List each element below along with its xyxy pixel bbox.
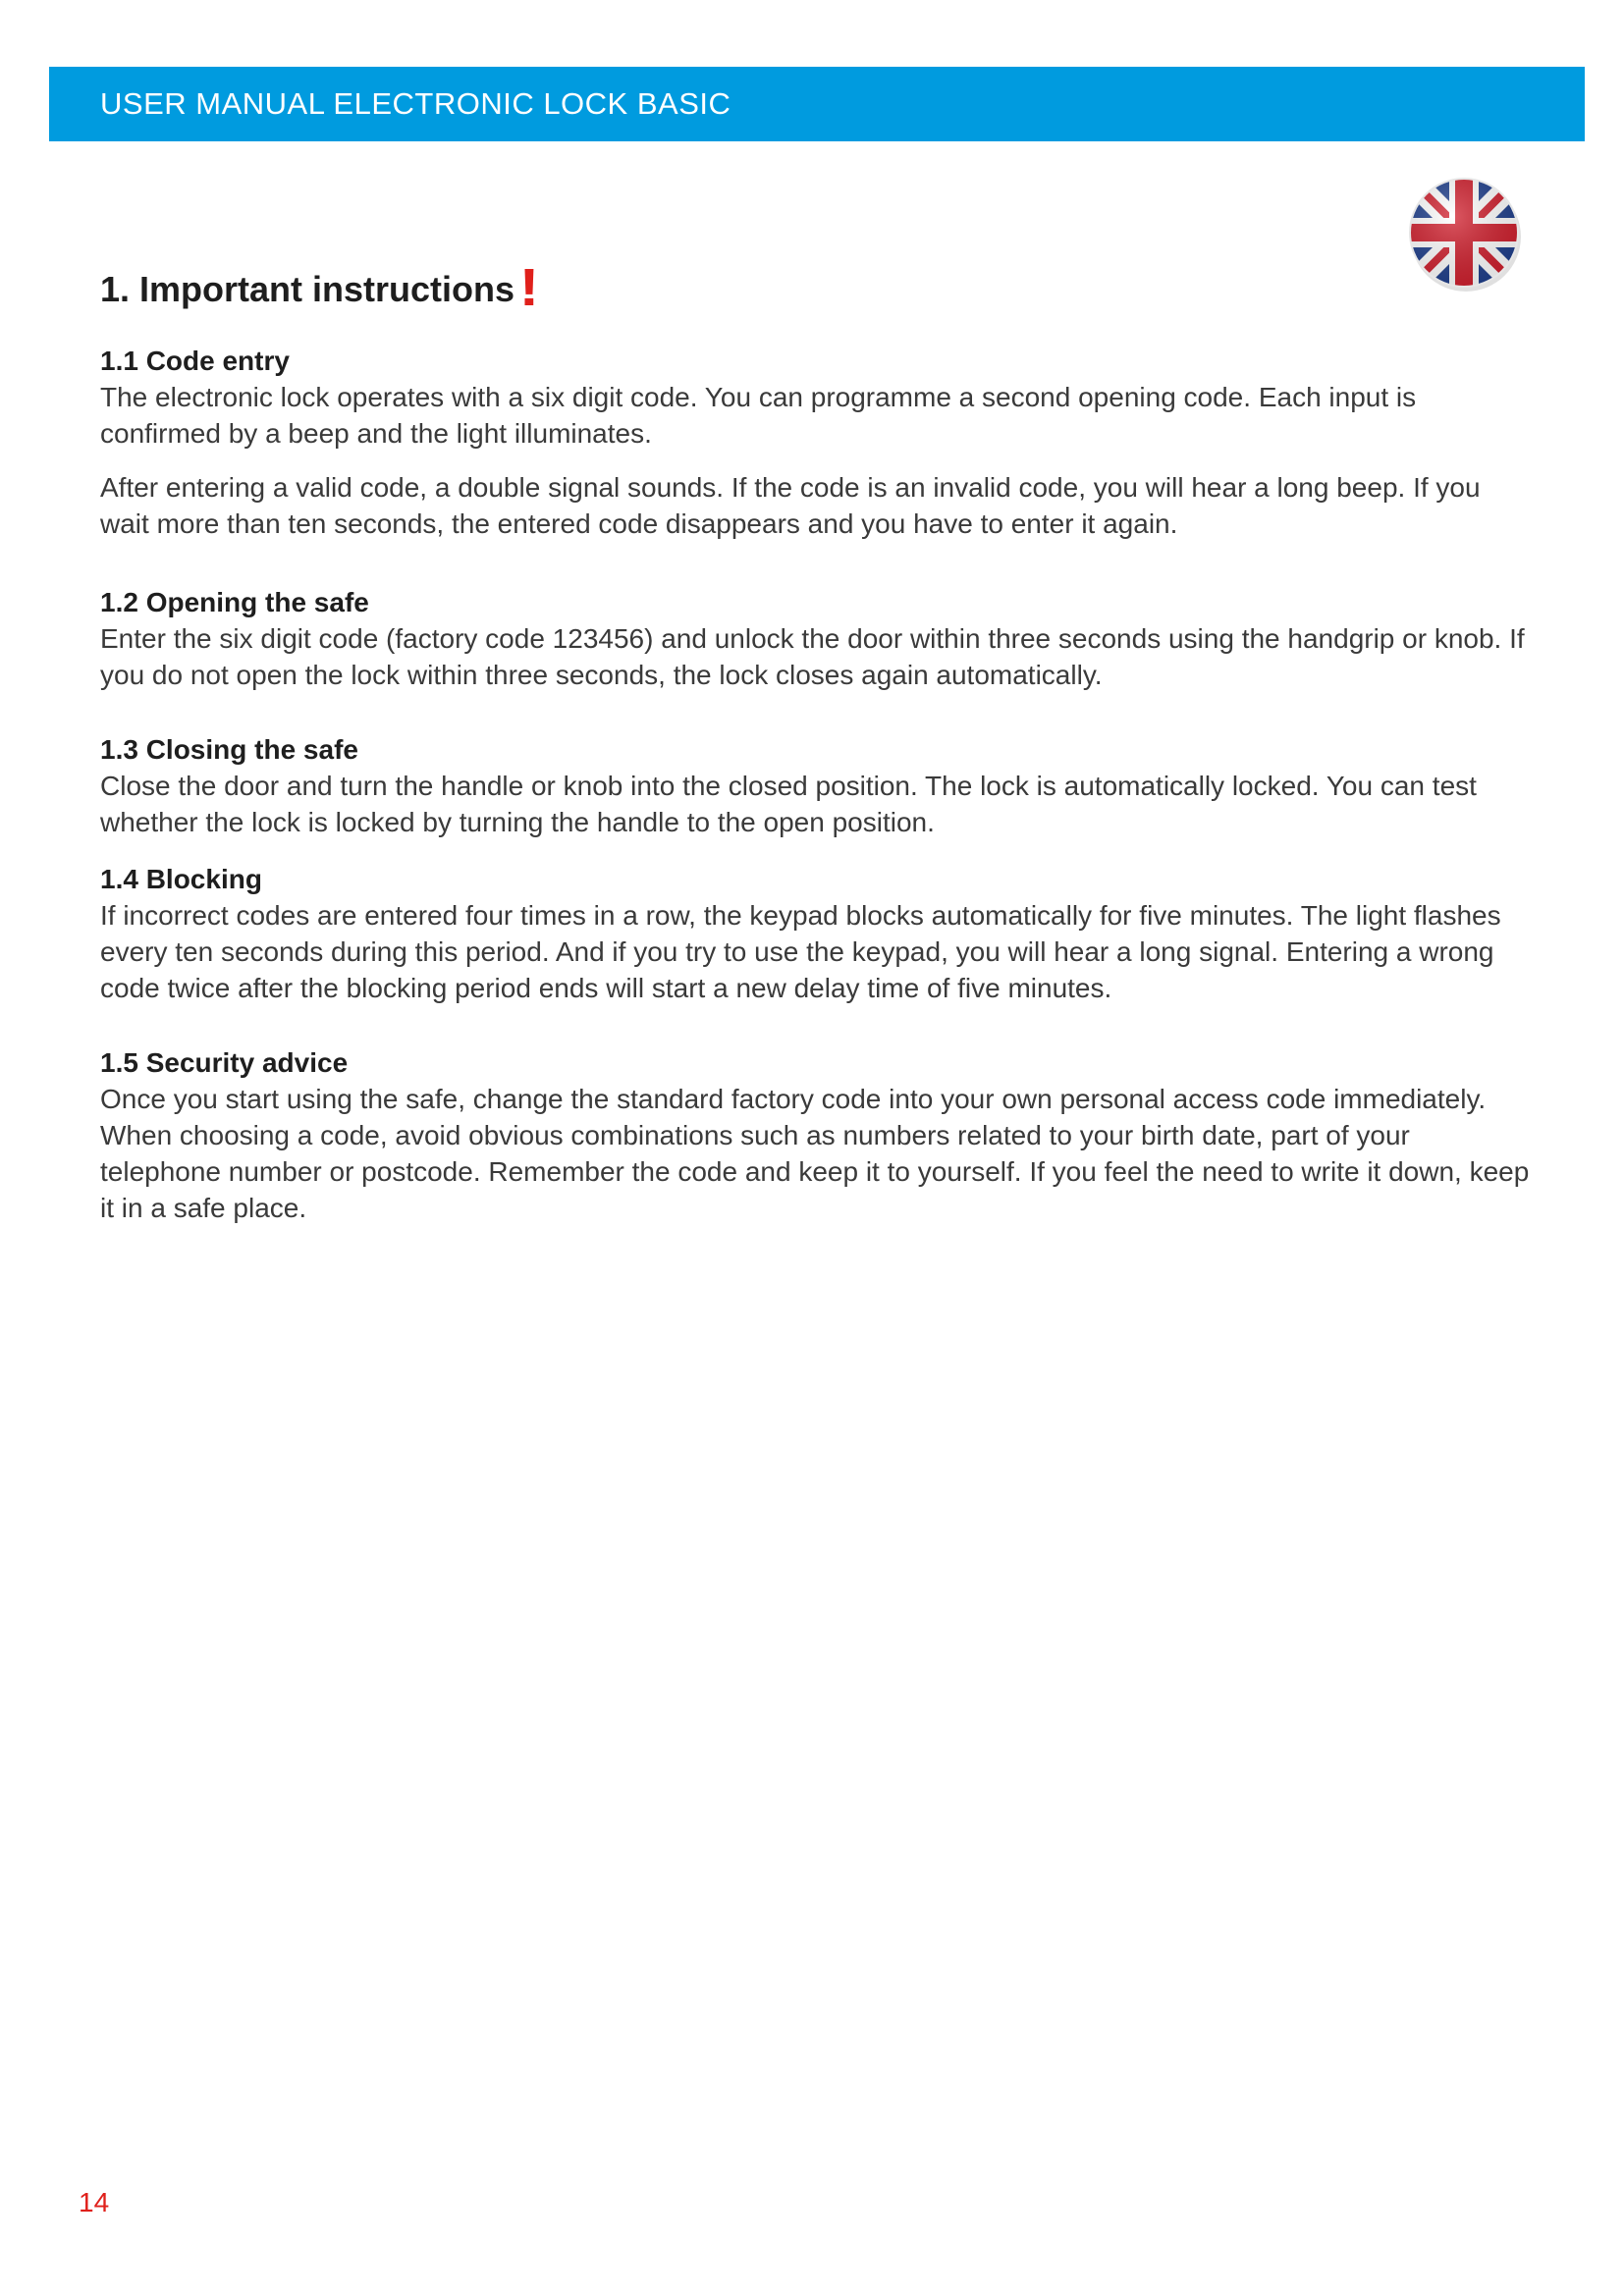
paragraph: If incorrect codes are entered four times in a row, the keypad blocks automatically for five minutes. The light flashes every ten seconds during this period. And if you try to use the keypad, you will hear a long signal. Entering a wrong code twice after the blocking period ends will start a new delay time of five minutes. <box>100 900 1501 1003</box>
section-code-entry <box>100 344 1534 542</box>
page-number: 14 <box>79 2187 110 2217</box>
paragraph: Once you start using the safe, change the standard factory code into your own personal access code immediately. When choosing a code, avoid obvious combinations such as numbers related to your birth date, part of your telephone number or postcode. Remember the code and keep it to yourself. If you feel the need to write it down, keep it in a safe place. <box>100 1084 1530 1223</box>
paragraph: After entering a valid code, a double signal sounds. If the code is an invalid code, you will hear a long beep. If you wait more than ten seconds, the entered code disappears and you have to enter it again. <box>100 472 1481 539</box>
section-blocking <box>100 862 1534 1006</box>
paragraph: Close the door and turn the handle or knob into the closed position. The lock is automatically locked. You can test whether the lock is locked by turning the handle to the open position. <box>100 771 1477 837</box>
section-title: 1.4 Blocking <box>100 864 262 894</box>
uk-flag-icon <box>1400 169 1528 296</box>
paragraph: Enter the six digit code (factory code 123456) and unlock the door within three seconds using the handgrip or knob. If you do not open the lock within three seconds, the lock closes again automatically. <box>100 623 1525 690</box>
section-security-advice <box>100 1045 1534 1226</box>
paragraph: The electronic lock operates with a six digit code. You can programme a second opening code. Each input is confirmed by a beep and the light illuminates. <box>100 382 1417 449</box>
page-heading <box>100 257 538 318</box>
section-title: 1.2 Opening the safe <box>100 587 369 617</box>
header-band <box>49 67 1585 141</box>
section-title: 1.5 Security advice <box>100 1047 349 1078</box>
section-closing-the-safe <box>100 732 1534 840</box>
section-title: 1.1 Code entry <box>100 346 290 376</box>
section-title: 1.3 Closing the safe <box>100 734 358 765</box>
instructions-content <box>100 344 1534 1226</box>
page-heading-text: 1. Important instructions <box>100 269 515 309</box>
section-opening-the-safe <box>100 585 1534 693</box>
document-title: USER MANUAL ELECTRONIC LOCK BASIC <box>100 86 731 121</box>
exclamation-icon: ! <box>518 258 540 317</box>
